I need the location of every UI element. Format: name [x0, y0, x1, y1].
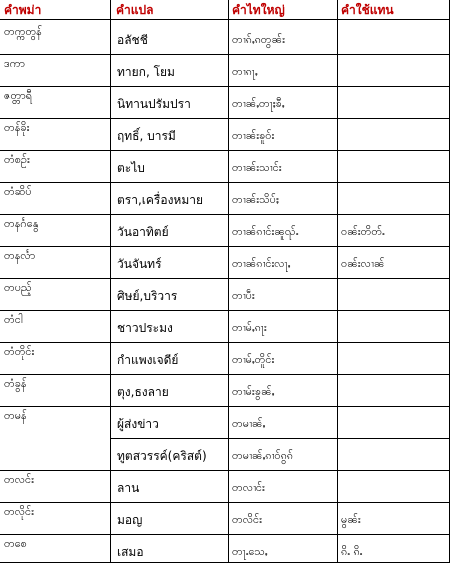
row-divider	[0, 54, 450, 55]
cell-thai: นิทานปรัมปรา	[117, 97, 191, 111]
cell-burmese: တက္ကတွန်	[4, 25, 42, 38]
cell-thai: ตะไบ	[117, 161, 145, 175]
cell-alt	[341, 350, 448, 370]
cell-alt	[341, 158, 448, 178]
cell-thai: ศิษย์,บริวาร	[117, 289, 178, 303]
header-burmese: คำพม่า	[4, 3, 42, 17]
row-divider	[0, 182, 450, 183]
header-thai: คำแปล	[116, 3, 154, 17]
cell-alt: ဝၼ်းလၢၼ်	[341, 257, 385, 270]
cell-burmese: တလိုင်း	[4, 505, 34, 518]
cell-thai: วันจันทร์	[117, 257, 162, 271]
cell-burmese: တစေ	[4, 537, 27, 550]
cell-burmese: တလင်း	[4, 473, 34, 486]
cell-alt	[341, 318, 448, 338]
cell-alt	[341, 190, 448, 210]
cell-shan: တၢၼ်းၶူဝ်း	[232, 129, 275, 142]
row-divider	[0, 534, 450, 535]
row-divider	[0, 214, 450, 215]
cell-shan: တလၢင်း	[232, 481, 265, 494]
column-divider	[337, 0, 338, 562]
cell-burmese: တနင်္လာ	[4, 249, 36, 262]
row-divider	[0, 86, 450, 87]
cell-thai: ลาน	[117, 481, 140, 495]
row-divider	[0, 150, 450, 151]
cell-thai: วันอาทิตย์	[117, 225, 169, 239]
cell-shan: တၢမ်းၶွၼ်ႇ	[232, 385, 275, 398]
cell-burmese: တံဆိပ်	[4, 185, 32, 198]
row-divider	[111, 438, 450, 439]
cell-alt	[341, 286, 448, 306]
row-divider	[0, 406, 450, 407]
cell-alt	[341, 62, 448, 82]
cell-shan: တမၢၼ်ႇ	[232, 417, 266, 430]
row-divider	[0, 470, 450, 471]
cell-burmese: တံငါ	[4, 313, 23, 326]
cell-burmese: ဇတ္တာရီ	[4, 89, 33, 102]
cell-shan: တၢၵ်ႇၵတွၼ်း	[232, 33, 285, 46]
header-shan: คำไทใหญ่	[232, 3, 285, 17]
cell-alt	[341, 382, 448, 402]
cell-burmese: တနင်္ဂနွေ	[4, 217, 39, 230]
cell-shan: တလိင်း	[232, 513, 262, 526]
header-alt: คำใช้แทน	[341, 3, 394, 17]
cell-burmese: တန်ခိုး	[4, 121, 30, 134]
cell-shan: တၢၼ်းသိပ်ႈ	[232, 193, 279, 206]
cell-burmese	[4, 438, 106, 458]
cell-shan: တမၢၼ်ႇၵၢဝ်ၵွၵ်	[232, 449, 293, 462]
cell-thai: มอญ	[117, 513, 143, 527]
cell-alt: မွၼ်း	[341, 513, 361, 526]
row-divider	[0, 374, 450, 375]
row-divider	[0, 502, 450, 503]
cell-alt	[341, 126, 448, 146]
cell-thai: อลัชชี	[117, 33, 148, 47]
cell-shan: တၢမ်ႇၵႃး	[232, 321, 267, 334]
cell-alt: ၵိႉ ၵိႉ	[341, 545, 363, 558]
row-divider	[0, 19, 450, 20]
cell-shan: တၢၼ်ၵၢင်းလႃႇ	[232, 257, 291, 270]
cell-alt	[341, 30, 448, 50]
cell-burmese: တပည့်	[4, 281, 32, 294]
row-divider	[0, 246, 450, 247]
cell-thai: ตุง,ธงลาย	[117, 385, 169, 399]
cell-alt	[341, 446, 448, 466]
row-divider	[0, 118, 450, 119]
cell-thai: ทูตสวรรค์(คริสต์)	[117, 449, 207, 463]
cell-shan: တႃႉသေႇ	[232, 545, 268, 558]
cell-alt	[341, 414, 448, 434]
cell-shan: တၢၼ်ႇတႃႈၶီႇ	[232, 97, 285, 110]
column-divider	[110, 0, 111, 562]
row-divider	[0, 310, 450, 311]
column-divider	[228, 0, 229, 562]
cell-burmese: တံတိုင်း	[4, 345, 35, 358]
cell-alt	[341, 94, 448, 114]
cell-thai: กำแพงเจดีย์	[117, 353, 179, 367]
cell-burmese: တမန်	[4, 409, 27, 422]
row-divider	[0, 342, 450, 343]
cell-thai: ตรา,เครื่องหมาย	[117, 193, 204, 207]
cell-burmese: တံခွန်	[4, 377, 27, 390]
cell-burmese: တံစဉ်း	[4, 153, 30, 166]
cell-burmese: ဒကာ	[4, 57, 26, 70]
cell-thai: ฤทธิ์, บารมี	[117, 129, 176, 143]
cell-thai: เสมอ	[117, 545, 144, 559]
cell-shan: တၢၼ်ၵၢင်းၼူၺ်ႉ	[232, 225, 299, 238]
cell-alt	[341, 478, 448, 498]
cell-thai: ผู้ส่งข่าว	[117, 417, 159, 431]
row-divider	[0, 278, 450, 279]
cell-thai: ทายก, โยม	[117, 65, 175, 79]
cell-shan: တၢမ်ႇတိူင်း	[232, 353, 275, 366]
cell-thai: ชาวประมง	[117, 321, 173, 335]
cell-shan: တၢၼ်းသၢင်း	[232, 161, 282, 174]
cell-alt: ဝၼ်းတိတ်ႉ	[341, 225, 385, 238]
cell-shan: တၢပဵး	[232, 289, 255, 302]
cell-shan: တၢၵႃႇ	[232, 65, 258, 78]
